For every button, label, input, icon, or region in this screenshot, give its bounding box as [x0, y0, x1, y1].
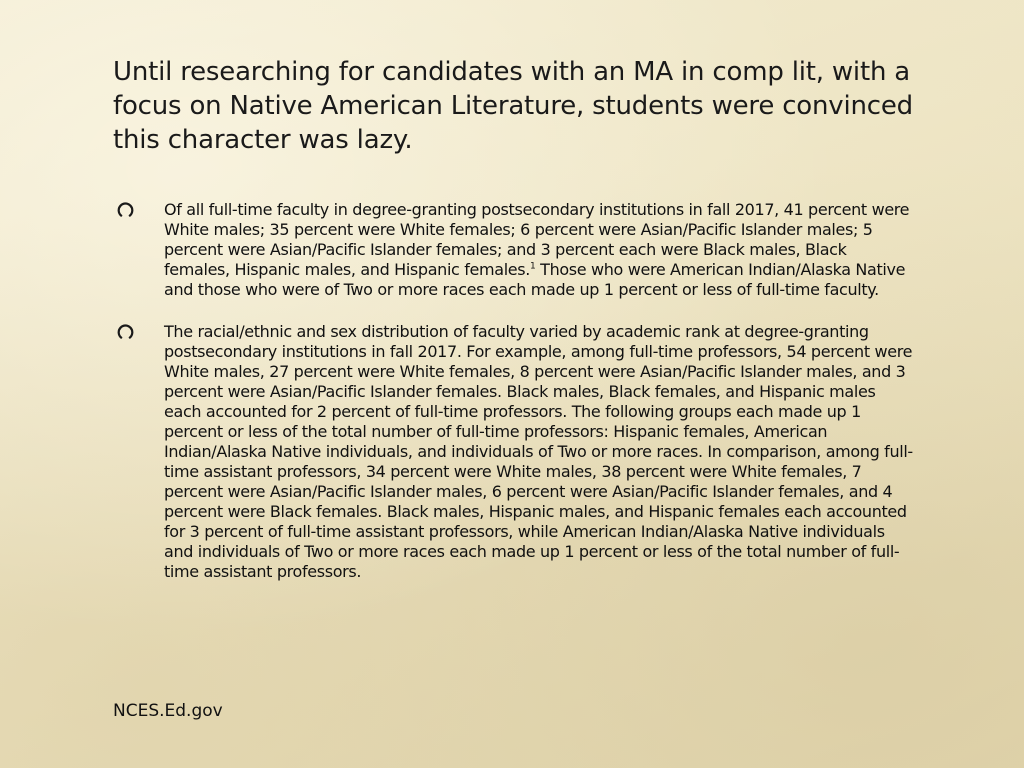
bullet-text: The racial/ethnic and sex distribution of faculty varied by academic rank at degree-granting postsecondary institutions in fall 2017. For example, among full-time professors, 54 percent were White males, 27 percent were White females, 8 percent were Asian/Pacific Islander males, and 3 percent were Asian/Pacific Islander females. Black males, Black females, and Hispanic males each accounted for 2 percent of full-time professors. The following groups each made up 1 percent or less of the total number of full-time professors: Hispanic females, American Indian/Alaska Native individuals, and individuals of Two or more races. In comparison, among full-time assistant professors, 34 percent were White males, 38 percent were White females, 7 percent were Asian/Pacific Islander males, 6 percent were Asian/Pacific Islander females, and 4 percent were Black females. Black males, Hispanic males, and Hispanic females each accounted for 3 percent of full-time assistant professors, while American Indian/Alaska Native individuals and individuals of Two or more races each made up 1 percent or less of the total number of full-time assistant professors.	[164, 322, 913, 581]
bullet-item	[113, 200, 913, 300]
bullet-text	[164, 200, 913, 300]
bullet-list	[113, 200, 913, 604]
source-footer: NCES.Ed.gov	[113, 701, 223, 721]
ring-bullet-icon	[117, 201, 134, 218]
slide-title: Until researching for candidates with an MA in comp lit, with a focus on Native American Literature, students were convinced this character was lazy.	[113, 57, 913, 155]
footnote-marker: 1	[530, 261, 536, 272]
bullet-text-continued: Those who were American Indian/Alaska Native and those who were of Two or more races each made up 1 percent or less of full-time faculty.	[164, 260, 906, 299]
bullet-item	[113, 322, 913, 582]
ring-bullet-icon	[117, 323, 134, 340]
bullet-text-main: Of all full-time faculty in degree-granting postsecondary institutions in fall 2017, 41 percent were White males; 35 percent were White females; 6 percent were Asian/Pacific Islander males; 5 percent were Asian/Pacific Islander females; and 3 percent each were Black males, Black females, Hispanic males, and Hispanic females.	[164, 200, 910, 279]
